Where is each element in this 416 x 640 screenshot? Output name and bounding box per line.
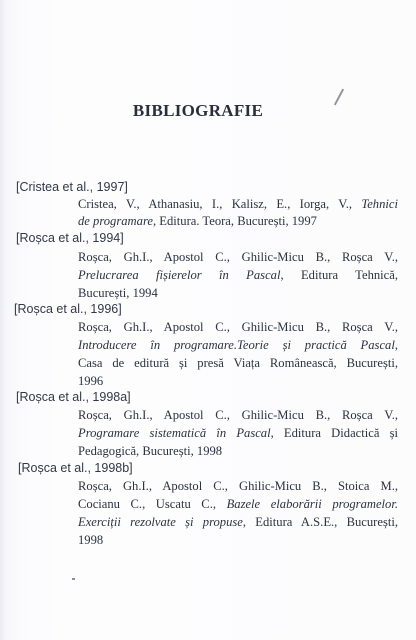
reference-line: Introducere în programare.Teorie și practică Pascal, xyxy=(78,338,398,352)
reference-line: Prelucrarea fișierelor în Pascal, Editura Tehnică, xyxy=(78,268,398,282)
citation-key: [Roșca et al., 1996] xyxy=(14,302,122,316)
reference-line: Roșca, Gh.I., Apostol C., Ghilic-Micu B., Roșca V., xyxy=(78,408,398,422)
reference-line: Pedagogică, București, 1998 xyxy=(78,444,223,458)
reference-line: Roșca, Gh.I., Apostol C., Ghilic-Micu B., Stoica M., xyxy=(78,479,398,493)
reference-line: Cocianu C., Uscatu C., Bazele elaborării programelor. xyxy=(78,497,398,511)
citation-key: [Roșca et al., 1998a] xyxy=(16,390,131,404)
citation-key: [Roșca et al., 1998b] xyxy=(18,461,133,475)
reference-line: Casa de editură și presă Viața Românească, București, xyxy=(78,356,398,370)
reference-line: Exerciții rezolvate și propuse, Editura A.S.E., București, xyxy=(78,515,398,529)
paper-speck xyxy=(72,578,75,580)
page-title: BIBLIOGRAFIE xyxy=(132,101,264,120)
reference-line: București, 1994 xyxy=(78,286,158,300)
reference-line: Programare sistematică în Pascal, Editura Didactică și xyxy=(78,426,399,440)
citation-key: [Cristea et al., 1997] xyxy=(16,180,128,194)
citation-key: [Roșca et al., 1994] xyxy=(16,231,124,245)
reference-line: 1998 xyxy=(78,533,104,547)
reference-line: de programare, Editura. Teora, București, 1997 xyxy=(78,214,317,228)
reference-line: Cristea, V., Athanasiu, I., Kalisz, E., Iorga, V., Tehnici xyxy=(78,197,398,211)
reference-line: Roșca, Gh.I., Apostol C., Ghilic-Micu B., Roșca V., xyxy=(78,250,398,264)
reference-line: Roșca, Gh.I., Apostol C., Ghilic-Micu B., Roșca V., xyxy=(78,320,398,334)
reference-line: 1996 xyxy=(78,374,104,388)
